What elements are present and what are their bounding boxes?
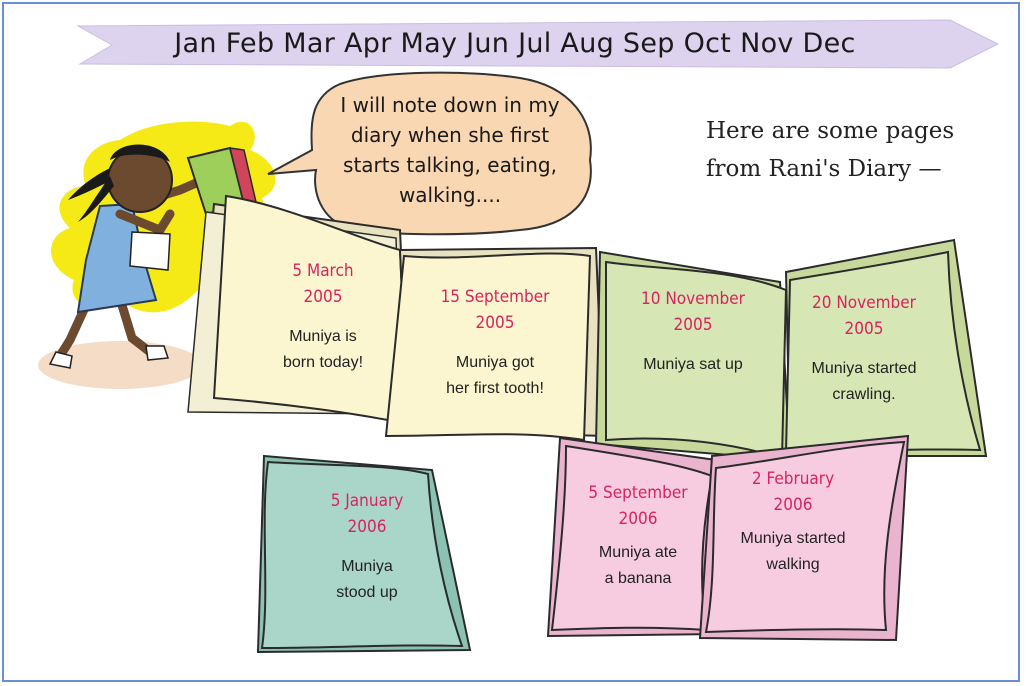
diary-page-5 [292,488,442,606]
diary-date: 20 November [812,293,916,313]
diary-note: her first tooth! [446,380,544,397]
diary-date: 5 September [588,483,688,503]
diary-note: born today! [282,354,364,371]
diary-page-6 [568,480,708,592]
diary-note: Muniya got [455,354,535,371]
diary-note: Muniya started [740,530,846,547]
diary-note: stood up [336,584,398,601]
diary-year: 2006 [773,495,813,515]
diary-note: Muniya ate [598,544,678,561]
diary-note: Muniya sat up [643,356,743,373]
diary-year: 2005 [673,315,713,335]
diary-note: Muniya [341,558,393,575]
diary-year: 2005 [475,313,515,333]
speech-bubble-text: I will note down in my diary when she first starts talking, eating, walking.... [340,93,560,207]
diary-note: crawling. [832,386,896,403]
intro-caption [706,112,1016,188]
diary-date: 5 March [292,261,354,281]
diary-note: a banana [604,570,672,587]
diary-year: 2005 [303,287,343,307]
diary-page-3 [608,286,778,378]
diary-page-4 [790,290,938,408]
intro-line-1: Here are some pages [706,118,955,144]
diary-date: 15 September [440,287,550,307]
diary-year: 2005 [844,319,884,339]
intro-line-2: from Rani's Diary — [706,156,942,182]
diary-note: Muniya started [811,360,917,377]
diary-date: 10 November [641,289,745,309]
diary-year: 2006 [618,509,658,529]
diary-year: 2006 [347,517,387,537]
diary-page-1 [248,258,398,376]
diary-note: Muniya is [289,328,357,345]
diary-date: 2 February [751,469,835,489]
diary-date: 5 January [330,491,404,511]
diary-note: walking [766,556,820,573]
diary-page-7 [718,466,868,578]
diary-page-2 [410,284,580,402]
month-banner: Jan Feb Mar Apr May Jun Jul Aug Sep Oct Nov Dec [174,28,856,59]
